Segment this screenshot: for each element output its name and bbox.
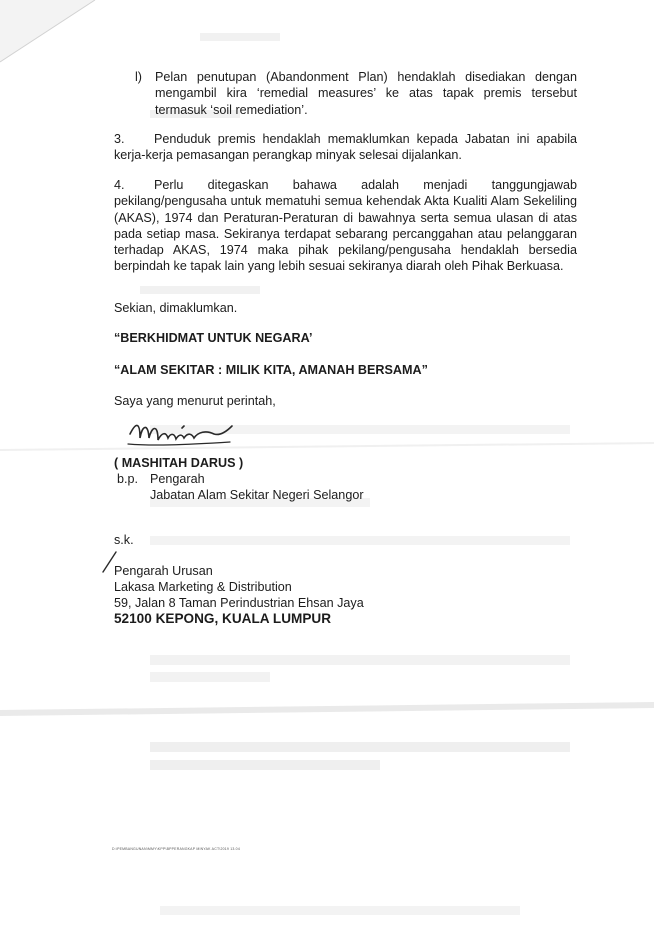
- para3-body: Penduduk premis hendaklah memaklumkan kepada Jabatan ini apabila kerja-kerja pemasangan perangkap minyak selesai dijalankan.: [114, 132, 577, 163]
- recipient-address: 59, Jalan 8 Taman Perindustrian Ehsan Jaya: [114, 596, 364, 610]
- para4-body: Perlu ditegaskan bahawa adalah menjadi tanggungjawab pekilang/pengusaha untuk mematuhi semua kehendak Akta Kualiti Alam Sekeliling (AKAS), 1974 dan Peraturan-Peraturan di bawahnya serta semua ulasan di atas pada setiap masa. Sekiranya terdapat sebarang percanggahan atau pelanggaran terhadap AKAS, 1974 maka pihak pekilang/pengusaha hendaklah bersedia berpindah ke tapak lain yang lebih sesuai sekiranya diarah oleh Pihak Berkuasa.: [114, 178, 577, 274]
- item-l-marker: l): [135, 70, 142, 84]
- footer-file-reference: D:\PEMBANGUNAN\MMY\KPP\BPPERANGKAP MINYAK ACT\2019 13.04: [112, 847, 240, 851]
- item-l-text: Pelan penutupan (Abandonment Plan) hendaklah disediakan dengan mengambil kira ‘remedial measures’ ke atas tapak premis tersebut termasuk ‘soil remediation’.: [155, 70, 577, 117]
- recipient-city: 52100 KEPONG, KUALA LUMPUR: [114, 611, 332, 626]
- show-through-block: [150, 742, 570, 752]
- recipient-title: Pengarah Urusan: [114, 564, 213, 578]
- show-through-block: [140, 286, 260, 294]
- show-through-block: [150, 760, 380, 770]
- show-through-block: [160, 906, 520, 915]
- signer-name: ( MASHITAH DARUS ): [114, 456, 244, 470]
- show-through-block: [150, 536, 570, 545]
- show-through-block: [200, 33, 280, 41]
- bp-label: b.p.: [117, 472, 139, 486]
- sk-label: s.k.: [114, 533, 134, 547]
- recipient-company: Lakasa Marketing & Distribution: [114, 580, 292, 594]
- closing-text: Sekian, dimaklumkan.: [114, 301, 238, 315]
- bp-title: Pengarah: [150, 472, 205, 486]
- motto-berkhidmat: “BERKHIDMAT UNTUK NEGARA’: [114, 331, 313, 345]
- para4-text: [114, 177, 577, 275]
- motto-alam-sekitar: “ALAM SEKITAR : MILIK KITA, AMANAH BERSAMA”: [114, 363, 428, 377]
- show-through-block: [150, 655, 570, 665]
- para4-number: 4.: [114, 178, 125, 192]
- para3-number: 3.: [114, 132, 125, 146]
- show-through-block: [150, 672, 270, 682]
- sign-off: Saya yang menurut perintah,: [114, 394, 276, 408]
- department-name: Jabatan Alam Sekitar Negeri Selangor: [150, 488, 364, 502]
- para3-text: [114, 131, 577, 164]
- signature: [122, 412, 237, 456]
